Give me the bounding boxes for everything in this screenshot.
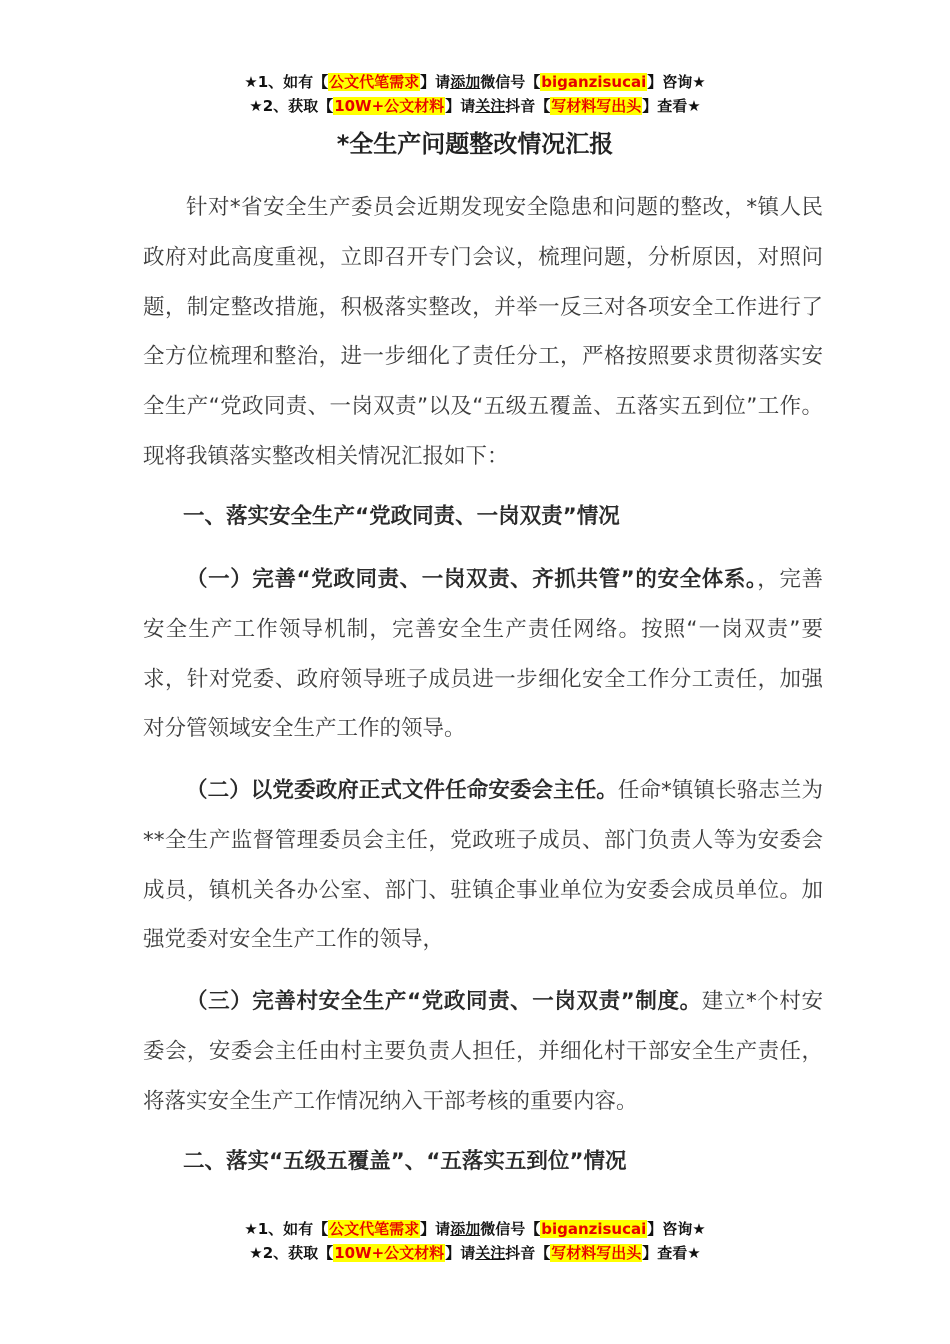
banner-line-2 [0, 94, 950, 118]
banner-text: 】请 [445, 1244, 476, 1262]
item-1-paragraph [143, 555, 823, 754]
intro-paragraph: 针对*省安全生产委员会近期发现安全隐患和问题的整改，*镇人民政府对此高度重视，立即召开专门会议，梳理问题，分析原因，对照问题，制定整改措施，积极落实整改，并举一反三对各项安全工作进行了全方位梳理和整治，进一步细化了责任分工，严格按照要求贯彻落实安全生产“党政同责、一岗双责”以及“五级五覆盖、五落实五到位”工作。现将我镇落实整改相关情况汇报如下： [143, 195, 823, 469]
banner-text: 】查看★ [642, 97, 701, 115]
item-1-heading: （一）完善“党政同责、一岗双责、齐抓共管”的安全体系。 [186, 567, 758, 592]
banner-highlight: 10W+公文材料 [334, 1244, 445, 1262]
banner-text: ★1、如有【 [244, 73, 329, 91]
item-1-body: ，完善安全生产工作领导机制，完善安全生产责任网络。按照“一岗双责”要求，针对党委、政府领导班子成员进一步细化安全工作分工责任，加强对分管领域安全生产工作的领导。 [143, 567, 823, 742]
banner-text: 抖音【 [505, 1244, 551, 1262]
item-2-body: 任命*镇镇长骆志兰为**全生产监督管理委员会主任，党政班子成员、部门负责人等为安委会成员，镇机关各办公室、部门、驻镇企事业单位为安委会成员单位。加强党委对安全生产工作的领导， [143, 778, 823, 953]
item-2-heading: （二）以党委政府正式文件任命安委会主任。 [186, 778, 618, 803]
item-3-heading: （三）完善村安全生产“党政同责、一岗双责”制度。 [186, 989, 702, 1014]
banner-text: 】请 [420, 73, 451, 91]
section-1-heading: 一、落实安全生产“党政同责、一岗双责”情况 [183, 504, 620, 529]
banner-wechat-id: biganzisucai [541, 73, 647, 91]
banner-text: ★2、获取【 [249, 1244, 334, 1262]
banner-douyin-name: 写材料写出头 [551, 97, 642, 115]
banner-line-2 [0, 1241, 950, 1265]
bottom-banner [0, 1217, 950, 1265]
banner-text: 微信号【 [480, 1220, 541, 1238]
banner-text: 】咨询★ [647, 73, 706, 91]
banner-highlight: 公文代笔需求 [329, 73, 420, 91]
banner-underlined: 关注 [475, 1244, 506, 1262]
banner-text: 】请 [445, 97, 476, 115]
banner-text: 】请 [420, 1220, 451, 1238]
banner-douyin-name: 写材料写出头 [551, 1244, 642, 1262]
banner-text: ★1、如有【 [244, 1220, 329, 1238]
top-banner [0, 70, 950, 118]
banner-text: ★2、获取【 [249, 97, 334, 115]
item-3-paragraph [143, 977, 823, 1126]
banner-underlined: 添加 [450, 73, 481, 91]
document-title: *全生产问题整改情况汇报 [336, 130, 614, 158]
item-3-body: 建立*个村安委会，安委会主任由村主要负责人担任，并细化村干部安全生产责任，将落实安全生产工作情况纳入干部考核的重要内容。 [143, 989, 823, 1114]
banner-underlined: 添加 [450, 1220, 481, 1238]
banner-underlined: 关注 [475, 97, 506, 115]
banner-highlight: 公文代笔需求 [329, 1220, 420, 1238]
banner-text: 抖音【 [505, 97, 551, 115]
banner-text: 微信号【 [480, 73, 541, 91]
item-2-paragraph [143, 766, 823, 965]
section-2-heading: 二、落实“五级五覆盖”、“五落实五到位”情况 [183, 1149, 627, 1174]
banner-line-1 [0, 70, 950, 94]
banner-text: 】查看★ [642, 1244, 701, 1262]
banner-highlight: 10W+公文材料 [334, 97, 445, 115]
banner-text: 】咨询★ [647, 1220, 706, 1238]
banner-line-1 [0, 1217, 950, 1241]
banner-wechat-id: biganzisucai [541, 1220, 647, 1238]
